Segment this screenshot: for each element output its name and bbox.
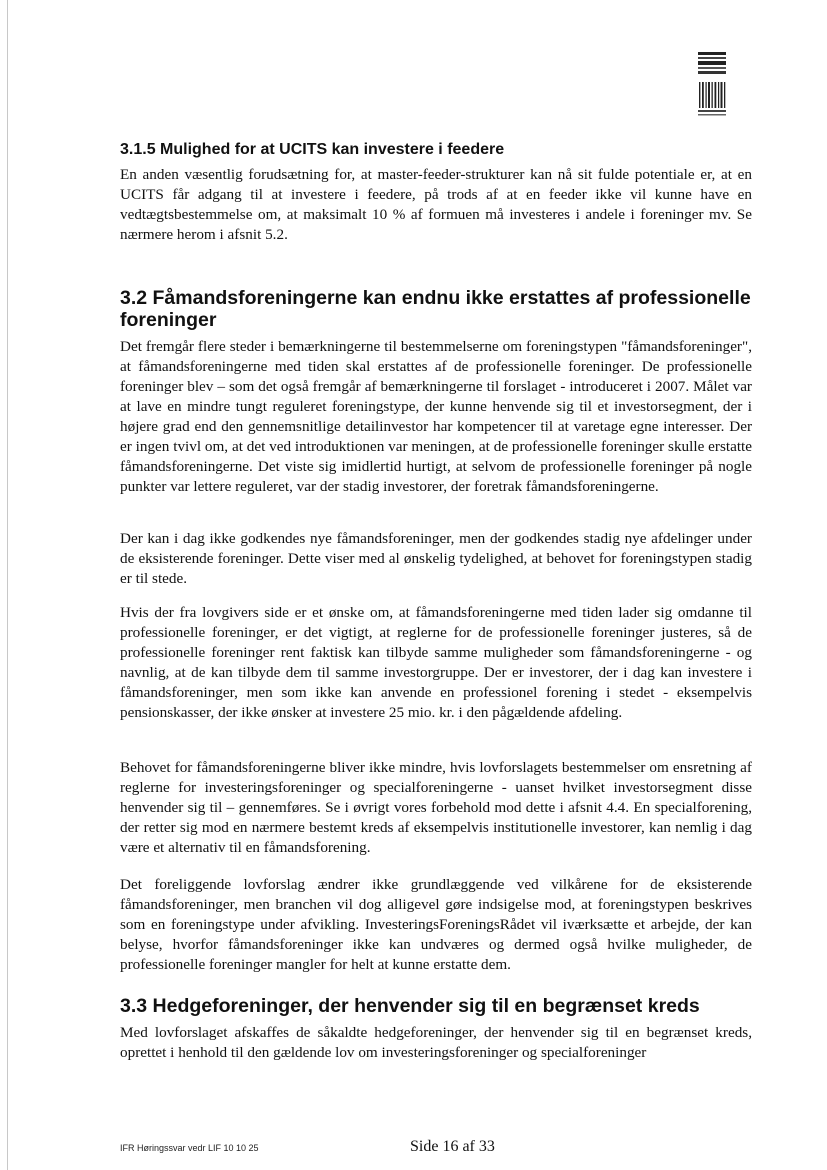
paragraph: Med lovforslaget afskaffes de såkaldte hedgeforeninger, der henvender sig til en begrænset kreds, oprettet i henhold til den gældende lov om investeringsforeninger og specialforeninger [120,1024,752,1061]
barcode-logo-icon [697,52,727,118]
paragraph: Det foreliggende lovforslag ændrer ikke grundlæggende ved vilkårene for de eksisterende fåmandsforeninger, men branchen vil dog alligevel gøre indsigelse mod, at foreningstypen beskrives som en foreningstype under afvikling. InvesteringsForeningsRådet vil iværksætte et arbejde, der kan belyse, hvorfor fåmandsforeninger ikke kan undværes og dermed også hvilke muligheder, de professionelle foreninger mangler for helt at kunne erstatte dem. [120,876,752,973]
paragraph: Det fremgår flere steder i bemærkningerne til bestemmelserne om foreningstypen "fåmandsforeninger", at fåmandsforeningerne med tiden skal erstattes af de professionelle foreninger. De professionelle foreninger blev – som det også fremgår af bemærkningerne til forslaget - introduceret i 2007. Målet var at lave en mindre tungt reguleret foreningstype, der kunne henvende sig til et investorsegment, der i højere grad end den gennemsnitlige detailinvestor har kompetencer til at varetage egne interesser. Der er ingen tvivl om, at det ved introduktionen var meningen, at de professionelle foreninger skulle erstatte fåmandsforeningerne. Det viste sig imidlertid hurtigt, at selvom de professionelle foreninger på nogle punkter var lettere reguleret, var der stadig investorer, der foretrak fåmandsforeningerne. [120,338,752,495]
section-heading-3-2: 3.2 Fåmandsforeningerne kan endnu ikke erstattes af professionelle foreninger [120,287,751,331]
paragraph: Behovet for fåmandsforeningerne bliver ikke mindre, hvis lovforslagets bestemmelser om ensretning af reglerne for investeringsforeninger og specialforeningerne - uanset hvilket investorsegment disse henvender sig til – gennemføres. Se i øvrigt vores forbehold mod dette i afsnit 4.4. En specialforening, der retter sig mod en nærmere bestemt kreds af eksempelvis institutionelle investorer, kan nemlig i dag være et alternativ til en fåmandsforening. [120,759,752,856]
page-number: Side 16 af 33 [410,1138,495,1155]
paragraph: Der kan i dag ikke godkendes nye fåmandsforeninger, men der godkendes stadig nye afdelinger under de eksisterende foreninger. Dette viser med al ønskelig tydelighed, at behovet for foreningstypen stadig er til stede. [120,530,752,587]
section-heading-3-3: 3.3 Hedgeforeninger, der henvender sig til en begrænset kreds [120,995,700,1017]
page-edge [7,0,8,1170]
section-heading-3-1-5: 3.1.5 Mulighed for at UCITS kan investere i feedere [120,141,505,158]
paragraph: En anden væsentlig forudsætning for, at master-feeder-strukturer kan nå sit fulde potentiale er, at en UCITS får adgang til at investere i feedere, på trods af at en feeder ikke vil kunne have en vedtægtsbestemmelse om, at maksimalt 10 % af formuen må investeres i andele i foreninger mv. Se nærmere herom i afsnit 5.2. [120,166,752,243]
footer-doc-ref: IFR Høringssvar vedr LIF 10 10 25 [120,1143,259,1153]
paragraph: Hvis der fra lovgivers side er et ønske om, at fåmandsforeningerne med tiden lader sig omdanne til professionelle foreninger, er det vigtigt, at reglerne for de professionelle foreninger justeres, så de professionelle foreninger rent faktisk kan tilbyde samme muligheder som fåmandsforeningerne - og navnlig, at de kan tilbyde dem til samme investorgruppe. Der er investorer, der i dag kan investere i fåmandsforeninger, men som ikke kan anvende en professionel forening i stedet - eksempelvis pensionskasser, der ikke ønsker at investere 25 mio. kr. i den pågældende afdeling. [120,604,752,721]
